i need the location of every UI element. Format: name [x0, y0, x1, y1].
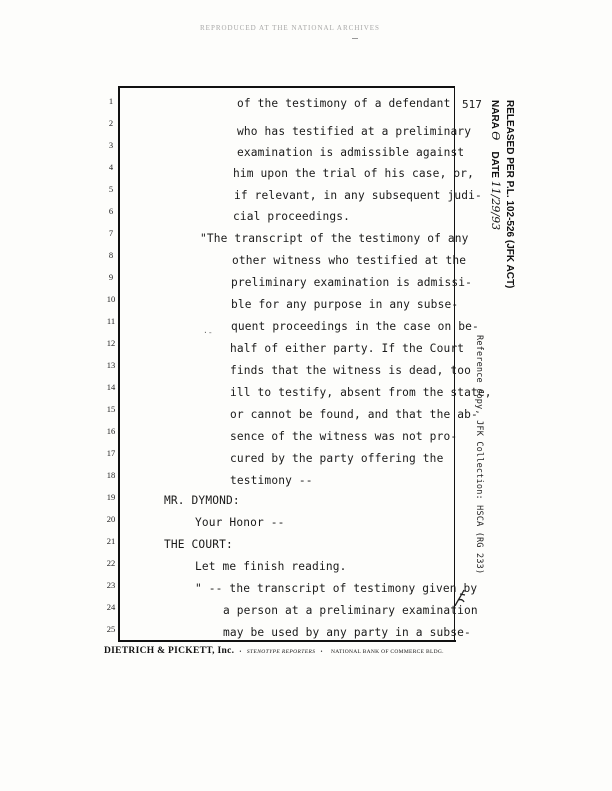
transcript-line: or cannot be found, and that the ab- — [230, 408, 478, 421]
transcript-line: who has testified at a preliminary — [237, 125, 472, 138]
transcript-line: " -- the transcript of testimony given by — [195, 582, 478, 595]
line-number: 17 — [106, 448, 116, 458]
line-number: 5 — [108, 184, 114, 194]
transcript-line: may be used by any party in a subse- — [223, 626, 471, 639]
transcript-line: examination is admissible against — [237, 146, 465, 159]
line-number: 22 — [106, 558, 116, 568]
transcript-bottom-rule — [118, 640, 456, 642]
archives-header-stamp: REPRODUCED AT THE NATIONAL ARCHIVES — [200, 24, 380, 32]
line-number: 4 — [108, 162, 114, 172]
line-number: 23 — [106, 580, 116, 590]
header-mark — [352, 38, 358, 39]
transcript-line: a person at a preliminary examination — [223, 604, 478, 617]
transcript-line: finds that the witness is dead, too — [230, 364, 471, 377]
reference-copy-note: Reference copy, JFK Collection: HSCA (RG 233) — [474, 335, 484, 575]
transcript-line: testimony -- — [230, 474, 313, 487]
transcript-line: Let me finish reading. — [195, 560, 347, 573]
release-stamp — [480, 100, 516, 289]
transcript-line: quent proceedings in the case on be- — [231, 320, 479, 333]
line-number: 21 — [106, 536, 116, 546]
transcript-line: preliminary examination is admissi- — [231, 276, 472, 289]
page-number: 517 — [462, 98, 482, 111]
transcript-line: ill to testify, absent from the state, — [230, 386, 492, 399]
transcript-line: cial proceedings. — [233, 210, 351, 223]
transcript-line: ble for any purpose in any subse- — [231, 298, 459, 311]
handwritten-initial-icon — [452, 586, 468, 610]
line-number: 13 — [106, 360, 116, 370]
release-stamp-line: RELEASED PER P.L. 102-526 (JFK ACT) — [504, 100, 515, 289]
transcript-line: sence of the witness was not pro- — [230, 430, 458, 443]
line-number: 14 — [106, 382, 116, 392]
reporter-service: STENOTYPE REPORTERS — [246, 649, 316, 655]
stray-mark: ·- — [203, 328, 213, 337]
line-number: 20 — [106, 514, 116, 524]
dot-separator: • — [239, 649, 242, 655]
line-number: 25 — [106, 624, 116, 634]
line-number: 8 — [108, 250, 114, 260]
line-number: 18 — [106, 470, 116, 480]
release-date: 11/29/93 — [489, 180, 502, 231]
transcript-line: him upon the trial of his case, or, — [233, 167, 474, 180]
reporter-footer — [104, 645, 444, 656]
line-number: 2 — [108, 118, 114, 128]
transcript-line: MR. DYMOND: — [164, 494, 240, 507]
line-number: 16 — [106, 426, 116, 436]
line-number: 12 — [106, 338, 116, 348]
transcript-line: if relevant, in any subsequent judi- — [234, 189, 482, 202]
transcript-line: of the testimony of a defendant — [237, 97, 451, 110]
dot-separator: • — [320, 649, 323, 655]
line-number: 19 — [106, 492, 116, 502]
release-initial: ϴ — [489, 131, 502, 141]
line-number: 6 — [108, 206, 114, 216]
transcript-line: "The transcript of the testimony of any — [200, 232, 469, 245]
line-number: 9 — [108, 272, 114, 282]
transcript-line: half of either party. If the Court — [230, 342, 465, 355]
reporter-address: NATIONAL BANK OF COMMERCE BLDG. — [331, 649, 444, 655]
release-stamp-detail: NARA ϴ DATE 11/29/93 — [489, 100, 502, 231]
line-number: 24 — [106, 602, 116, 612]
line-number: 3 — [108, 140, 114, 150]
line-number: 11 — [106, 316, 116, 326]
transcript-line: other witness who testified at the — [232, 254, 467, 267]
transcript-line: THE COURT: — [164, 538, 233, 551]
reporter-company: DIETRICH & PICKETT, Inc. — [104, 646, 235, 656]
transcript-line: Your Honor -- — [195, 516, 285, 529]
line-number: 1 — [108, 96, 114, 106]
line-number: 7 — [108, 228, 114, 238]
line-number: 10 — [106, 294, 116, 304]
transcript-line: cured by the party offering the — [230, 452, 444, 465]
line-number: 15 — [106, 404, 116, 414]
